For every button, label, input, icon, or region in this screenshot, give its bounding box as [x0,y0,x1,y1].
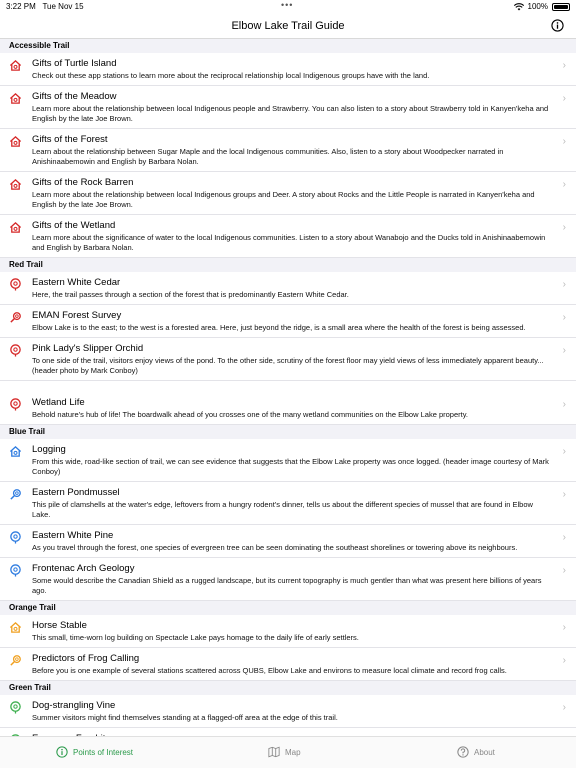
item-description: Before you is one example of several stations scattered across QUBS, Elbow Lake and environs to measure local climate and record frog calls. [32,666,507,675]
section-header: Orange Trail [0,601,576,615]
item-title: Gifts of the Rock Barren [32,177,134,188]
item-title: Predictors of Frog Calling [32,653,140,664]
chevron-right-icon: › [562,222,566,233]
info-circle-icon [56,746,68,758]
item-description: Learn about the relationship between Sugar Maple and the local Indigenous communities. Also, listen to a story about Woodpecker narrated in Anishinaabemowin and English by Barbara Nolan. [32,147,504,166]
green-pin-icon [9,701,22,714]
item-description: Learn more about the relationship between local Indigenous people and Strawberry. You can also listen to a story about Strawberry told in Kanyen'keha and English by the late Joe Brown. [32,104,549,123]
list-item[interactable] [0,525,576,558]
item-description: Check out these app stations to learn more about the reciprocal relationship local Indigenous groups have with the land. [32,71,430,80]
item-title: Gifts of the Meadow [32,91,117,102]
item-description: Summer visitors might find themselves standing at a flagged-off area at the edge of this trail. [32,713,338,722]
list-item[interactable] [0,558,576,601]
item-description: Learn more about the significance of water to the local Indigenous communities. Listen to a story about Wanabojo and the Ducks told in Anishinaabemowin and English by Barbara Nolan. [32,233,546,252]
red-pin-icon [9,344,22,357]
info-icon[interactable] [551,19,564,32]
list-item[interactable] [0,215,576,258]
multitasking-dots-icon[interactable]: ••• [281,0,294,10]
chevron-right-icon: › [562,93,566,104]
item-title: Gifts of the Forest [32,134,108,145]
list-item[interactable] [0,482,576,525]
accessible-pin-icon [9,59,22,72]
item-title: Wetland Life [32,397,85,408]
points-of-interest-list[interactable] [0,39,576,736]
list-item[interactable] [0,272,576,305]
chevron-right-icon: › [562,622,566,633]
chevron-right-icon: › [562,345,566,356]
item-description: Here, the trail passes through a section of the forest that is predominantly Eastern White Cedar. [32,290,349,299]
item-title: Gifts of Turtle Island [32,58,117,69]
orange-pin-icon [9,654,22,667]
chevron-right-icon: › [562,532,566,543]
battery-icon [552,3,570,11]
accessible-pin-icon [9,92,22,105]
list-item[interactable] [0,439,576,482]
status-bar [0,0,576,14]
chevron-right-icon: › [562,565,566,576]
chevron-right-icon: › [562,312,566,323]
tab-map[interactable] [268,746,301,758]
list-item[interactable] [0,305,576,338]
wifi-icon [514,3,524,11]
item-description: Behold nature's hub of life! The boardwalk ahead of you crosses one of the many wetland communities on the Elbow Lake property. [32,410,468,419]
blue-pin-icon [9,488,22,501]
item-title: Pink Lady's Slipper Orchid [32,343,144,354]
chevron-right-icon: › [562,655,566,666]
battery-percent: 100% [527,2,548,11]
question-circle-icon [457,746,469,758]
item-description: Some would describe the Canadian Shield as a rugged landscape, but its current topography is much gentler than what was present here billions of years ago. [32,576,542,595]
status-right [514,2,570,11]
item-title: Dog-strangling Vine [32,700,116,711]
item-title: Eastern White Cedar [32,277,121,288]
item-title: EMAN Forest Survey [32,310,122,321]
tab-bar [0,736,576,768]
status-time: 3:22 PM Tue Nov 15 [6,2,84,11]
tab-label: Points of Interest [73,747,134,757]
accessible-pin-icon [9,135,22,148]
list-item[interactable] [0,338,576,381]
chevron-right-icon: › [562,702,566,713]
chevron-right-icon: › [562,136,566,147]
section-header: Green Trail [0,681,576,695]
chevron-right-icon: › [562,399,566,410]
section-header: Accessible Trail [0,39,576,53]
navigation-bar [0,14,576,39]
item-title: Eastern White Pine [32,530,114,541]
list-item[interactable] [0,53,576,86]
item-title: Gifts of the Wetland [32,220,116,231]
blue-pin-icon [9,564,22,577]
item-description: Elbow Lake is to the east; to the west is a forested area. Here, just beyond the ridge, is a small area where the health of the forest is being assessed. [32,323,526,332]
item-description: From this wide, road-like section of trail, we can see evidence that suggests that the Elbow Lake property was once logged. (header image courtesy of Mark Conboy) [32,457,549,476]
accessible-pin-icon [9,178,22,191]
item-description: This pile of clamshells at the water's edge, leftovers from a hungry rodent's dinner, tells us about the different species of mussel that are found in Elbow Lake. [32,500,533,519]
red-pin-icon [9,278,22,291]
red-pin-icon [9,398,22,411]
item-description: Learn more about the relationship between local Indigenous groups and Deer. A story about Rocks and the Little People is narrated in Kanyen'keha and English by the late Joe Brown. [32,190,535,209]
list-item[interactable] [0,129,576,172]
item-title: Logging [32,444,66,455]
blue-pin-icon [9,531,22,544]
chevron-right-icon: › [562,279,566,290]
list-item[interactable] [0,86,576,129]
chevron-right-icon: › [562,60,566,71]
chevron-right-icon: › [562,179,566,190]
list-item[interactable] [0,648,576,681]
section-header: Blue Trail [0,425,576,439]
section-header: Red Trail [0,258,576,272]
blue-pin-icon [9,445,22,458]
item-description: As you travel through the forest, one species of evergreen tree can be seen dominating the southeast shorelines or towering above its neighbours. [32,543,518,552]
item-description: To one side of the trail, visitors enjoy views of the pond. To the other side, scrutiny of the forest floor may yield views of less immediately apparent beauty... (header photo by Mark Conboy) [32,356,544,375]
tab-label: Map [285,747,301,757]
chevron-right-icon: › [562,489,566,500]
map-icon [268,746,280,758]
list-item[interactable] [0,695,576,728]
red-pin-icon [9,311,22,324]
list-item[interactable] [0,172,576,215]
item-title: Eastern Pondmussel [32,487,120,498]
accessible-pin-icon [9,221,22,234]
page-title: Elbow Lake Trail Guide [231,20,345,32]
item-title: Frontenac Arch Geology [32,563,135,574]
tab-points-of-interest[interactable] [56,746,133,758]
list-item[interactable] [0,615,576,648]
item-title: Horse Stable [32,620,87,631]
orange-pin-icon [9,621,22,634]
tab-label: About [474,747,495,757]
item-description: This small, time-worn log building on Spectacle Lake pays homage to the daily life of early settlers. [32,633,359,642]
list-item[interactable] [0,381,576,425]
chevron-right-icon: › [562,446,566,457]
tab-about[interactable] [457,746,495,758]
